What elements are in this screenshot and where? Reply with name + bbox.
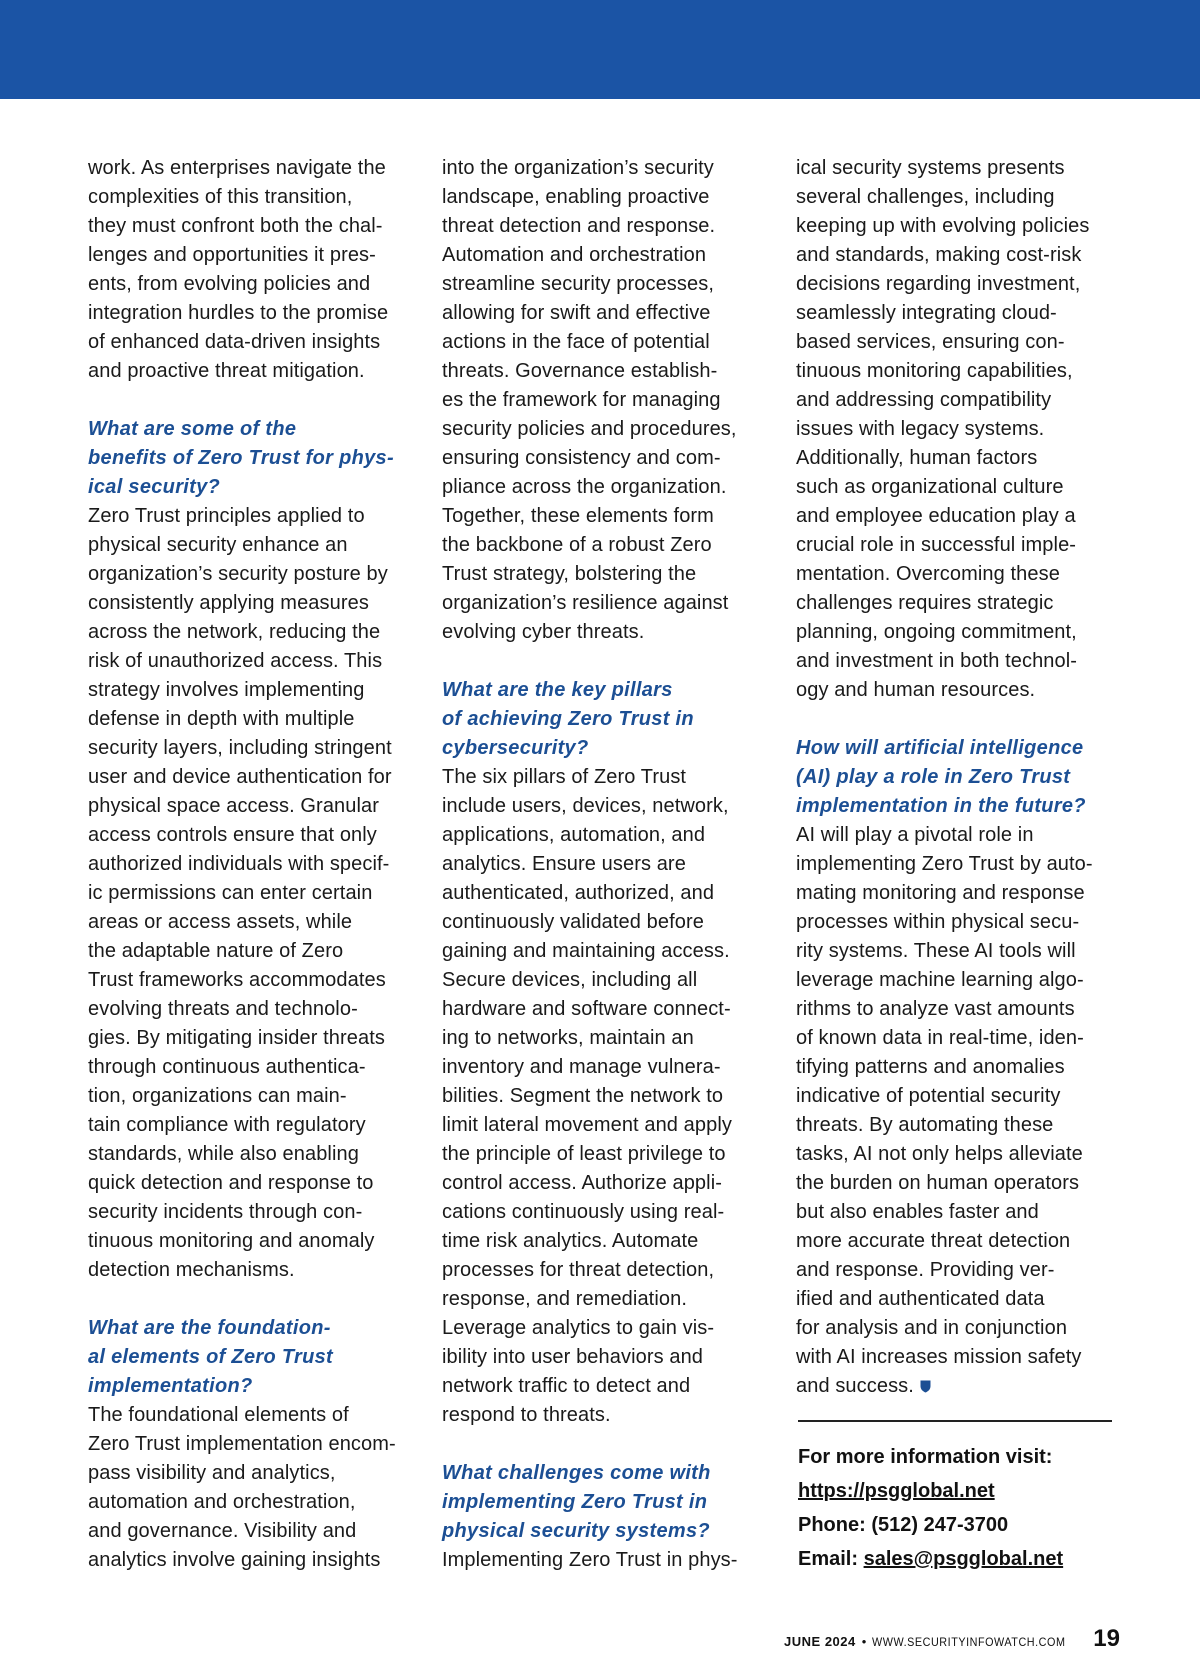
- phone-label: Phone:: [798, 1514, 872, 1536]
- contact-divider: [798, 1420, 1112, 1422]
- contact-heading: For more information visit:: [798, 1446, 1053, 1468]
- body-paragraph: Zero Trust principles applied to physical security enhance an organization’s security posture by consistently applying measures across the network, reducing the risk of unauthorized access. This strategy involves implementing defense in depth with multiple security layers, including stringent user and device authentication for physical space access. Granular access controls ensure that only authorized individuals with specif- ic permissions can enter certain areas or access assets, while the adaptable nature of Zero Trust frameworks accommodates evolving threats and technolo- gies. By mitigating insider threats through continuous authentica- tion, organizations can main- tain compliance with regulatory standards, while also enabling quick detection and response to security incidents through con- tinuous monitoring and anomaly detection mechanisms.: [88, 505, 392, 1281]
- question-heading: How will artificial intelligence (AI) play a role in Zero Trust implementation in the future?: [796, 737, 1086, 817]
- question-heading: What challenges come with implementing Zero Trust in physical security systems?: [442, 1462, 711, 1542]
- article-column-3: [796, 154, 1126, 1401]
- body-paragraph: The six pillars of Zero Trust include users, devices, network, applications, automation, and analytics. Ensure users are authenticated, authorized, and continuously validated before gaining and maintaining access. Secure devices, including all hardware and software connect- ing to networks, maintain an inventory and manage vulnera- bilities. Segment the network to limit lateral movement and apply the principle of least privilege to control access. Authorize appli- cations continuously using real- time risk analytics. Automate processes for threat detection, response, and remediation. Leverage analytics to gain vis- ibility into user behaviors and network traffic to detect and respond to threats.: [442, 766, 732, 1426]
- closing-paragraph-text: AI will play a pivotal role in implementing Zero Trust by auto- mating monitoring and response processes within physical secu- rity systems. These AI tools will leverage machine learning algo- rithms to analyze vast amounts of known data in real-time, iden- tifying patterns and anomalies indicative of potential security threats. By automating these tasks, AI not only helps alleviate the burden on human operators but also enables faster and more accurate threat detection and response. Providing ver- ified and authenticated data for analysis and in conjunction with AI increases mission safety and success.: [796, 824, 1093, 1397]
- phone-number: (512) 247-3700: [871, 1514, 1009, 1536]
- body-paragraph: ical security systems presents several challenges, including keeping up with evolving policies and standards, making cost-risk decisions regarding investment, seamlessly integrating cloud- based services, ensuring con- tinuous monitoring capabilities, and addressing compatibility issues with legacy systems. Additionally, human factors such as organizational culture and employee education play a crucial role in successful imple- mentation. Overcoming these challenges requires strategic planning, ongoing commitment, and investment in both technol- ogy and human resources.: [796, 157, 1090, 701]
- question-heading: What are the foundation- al elements of Zero Trust implementation?: [88, 1317, 333, 1397]
- footer-website: WWW.SECURITYINFOWATCH.COM: [872, 1635, 1066, 1649]
- body-paragraph: into the organization’s security landscape, enabling proactive threat detection and response. Automation and orchestration streamline security processes, allowing for swift and effective actions in the face of potential threats. Governance establish- es the framework for managing security policies and procedures, ensuring consistency and com- pliance across the organization. Together, these elements form the backbone of a robust Zero Trust strategy, bolstering the organization’s resilience against evolving cyber threats.: [442, 157, 737, 643]
- question-heading: What are the key pillars of achieving Zero Trust in cybersecurity?: [442, 679, 694, 759]
- phone-row: [798, 1508, 1138, 1542]
- body-paragraph: The foundational elements of Zero Trust implementation encom- pass visibility and analytics, automation and orchestration, and governance. Visibility and analytics involve gaining insights: [88, 1404, 396, 1571]
- email-row: [798, 1542, 1138, 1576]
- website-link[interactable]: https://psgglobal.net: [798, 1480, 995, 1502]
- page-footer: [784, 1625, 1120, 1655]
- body-paragraph: [796, 821, 1126, 1401]
- article-column-1: [88, 154, 418, 1575]
- issue-date: JUNE 2024: [784, 1634, 856, 1649]
- contact-block: [798, 1440, 1138, 1576]
- article-column-2: [442, 154, 772, 1575]
- header-color-band: [0, 0, 1200, 99]
- question-heading: What are some of the benefits of Zero Trust for phys- ical security?: [88, 418, 394, 498]
- page-number: 19: [1093, 1625, 1120, 1652]
- body-paragraph: Implementing Zero Trust in phys-: [442, 1549, 738, 1571]
- email-link[interactable]: sales@psgglobal.net: [863, 1548, 1064, 1570]
- footer-bullet: •: [861, 1634, 867, 1649]
- body-paragraph: work. As enterprises navigate the complexities of this transition, they must confront both the chal- lenges and opportunities it pres- ents, from evolving policies and integration hurdles to the promise of enhanced data-driven insights and proactive threat mitigation.: [88, 157, 389, 382]
- shield-icon: [920, 1380, 931, 1393]
- email-label: Email:: [798, 1548, 864, 1570]
